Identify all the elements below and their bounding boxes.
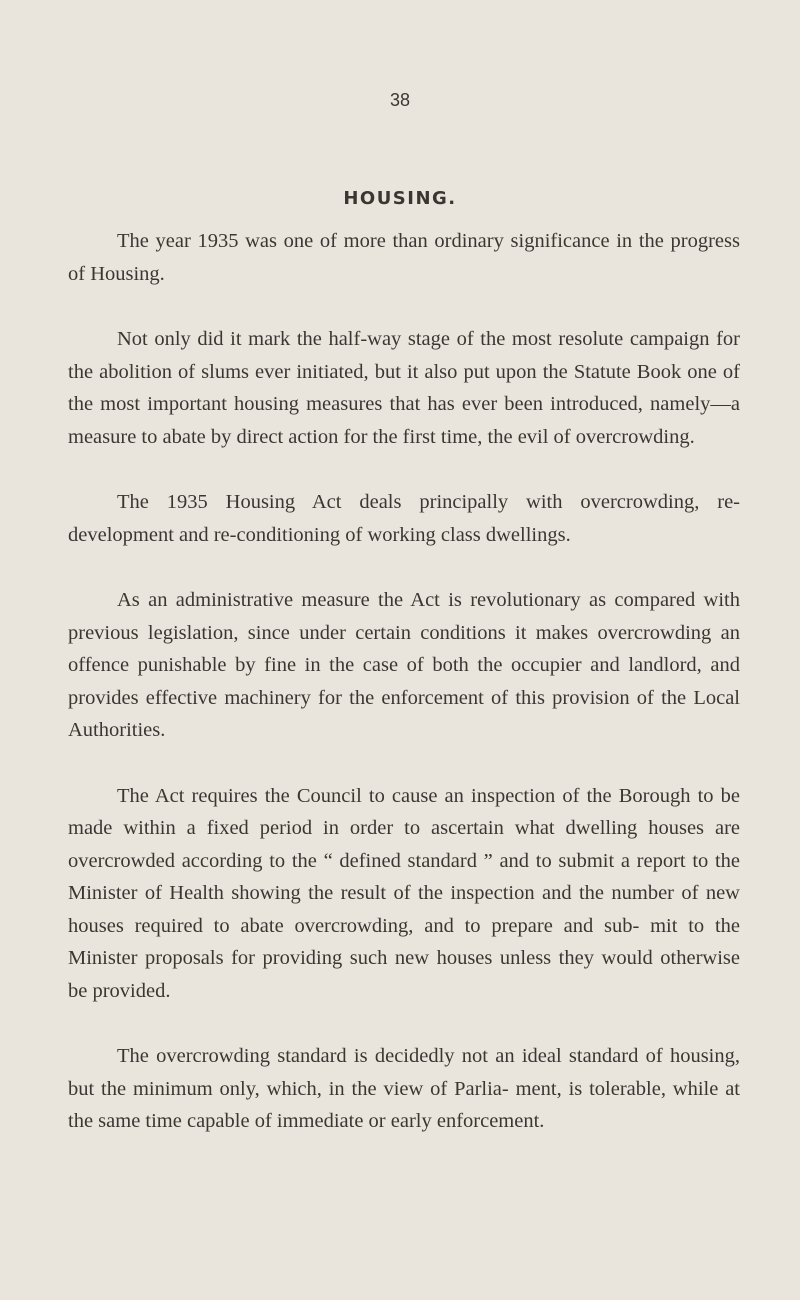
paragraph-5: The Act requires the Council to cause an inspection of the Borough to be made within a fixed period in order to ascertain what dwelling houses are overcrowded according to the “ defined standard ” and to submit a report to the Minister of Health showing the result of the inspection and the number of new houses required to abate overcrowding, and to prepare and sub- mit to the Minister proposals for providing such new houses unless they would otherwise be provided. [68,784,740,1002]
paragraph-3: The 1935 Housing Act deals principally with overcrowding, re-development and re-conditioning of working class dwellings. [68,491,740,546]
paragraph-1: The year 1935 was one of more than ordinary significance in the progress of Housing. [68,230,740,285]
paragraph-2: Not only did it mark the half-way stage of the most resolute campaign for the abolition of slums ever initiated, but it also put upon the Statute Book one of the most important housing measures that has ever been introduced, namely—a measure to abate by direct action for the first time, the evil of overcrowding. [68,328,740,448]
body-text [68,225,740,1171]
paragraph-6: The overcrowding standard is decidedly not an ideal standard of housing, but the minimum only, which, in the view of Parlia- ment, is tolerable, while at the same time capable of immediate or early enforcement. [68,1045,740,1132]
paragraph-4: As an administrative measure the Act is revolutionary as compared with previous legislation, since under certain conditions it makes overcrowding an offence punishable by fine in the case of both the occupier and landlord, and provides effective machinery for the enforcement of this provision of the Local Authorities. [68,589,740,741]
section-heading: HOUSING. [343,188,457,209]
page-number: 38 [389,90,411,110]
